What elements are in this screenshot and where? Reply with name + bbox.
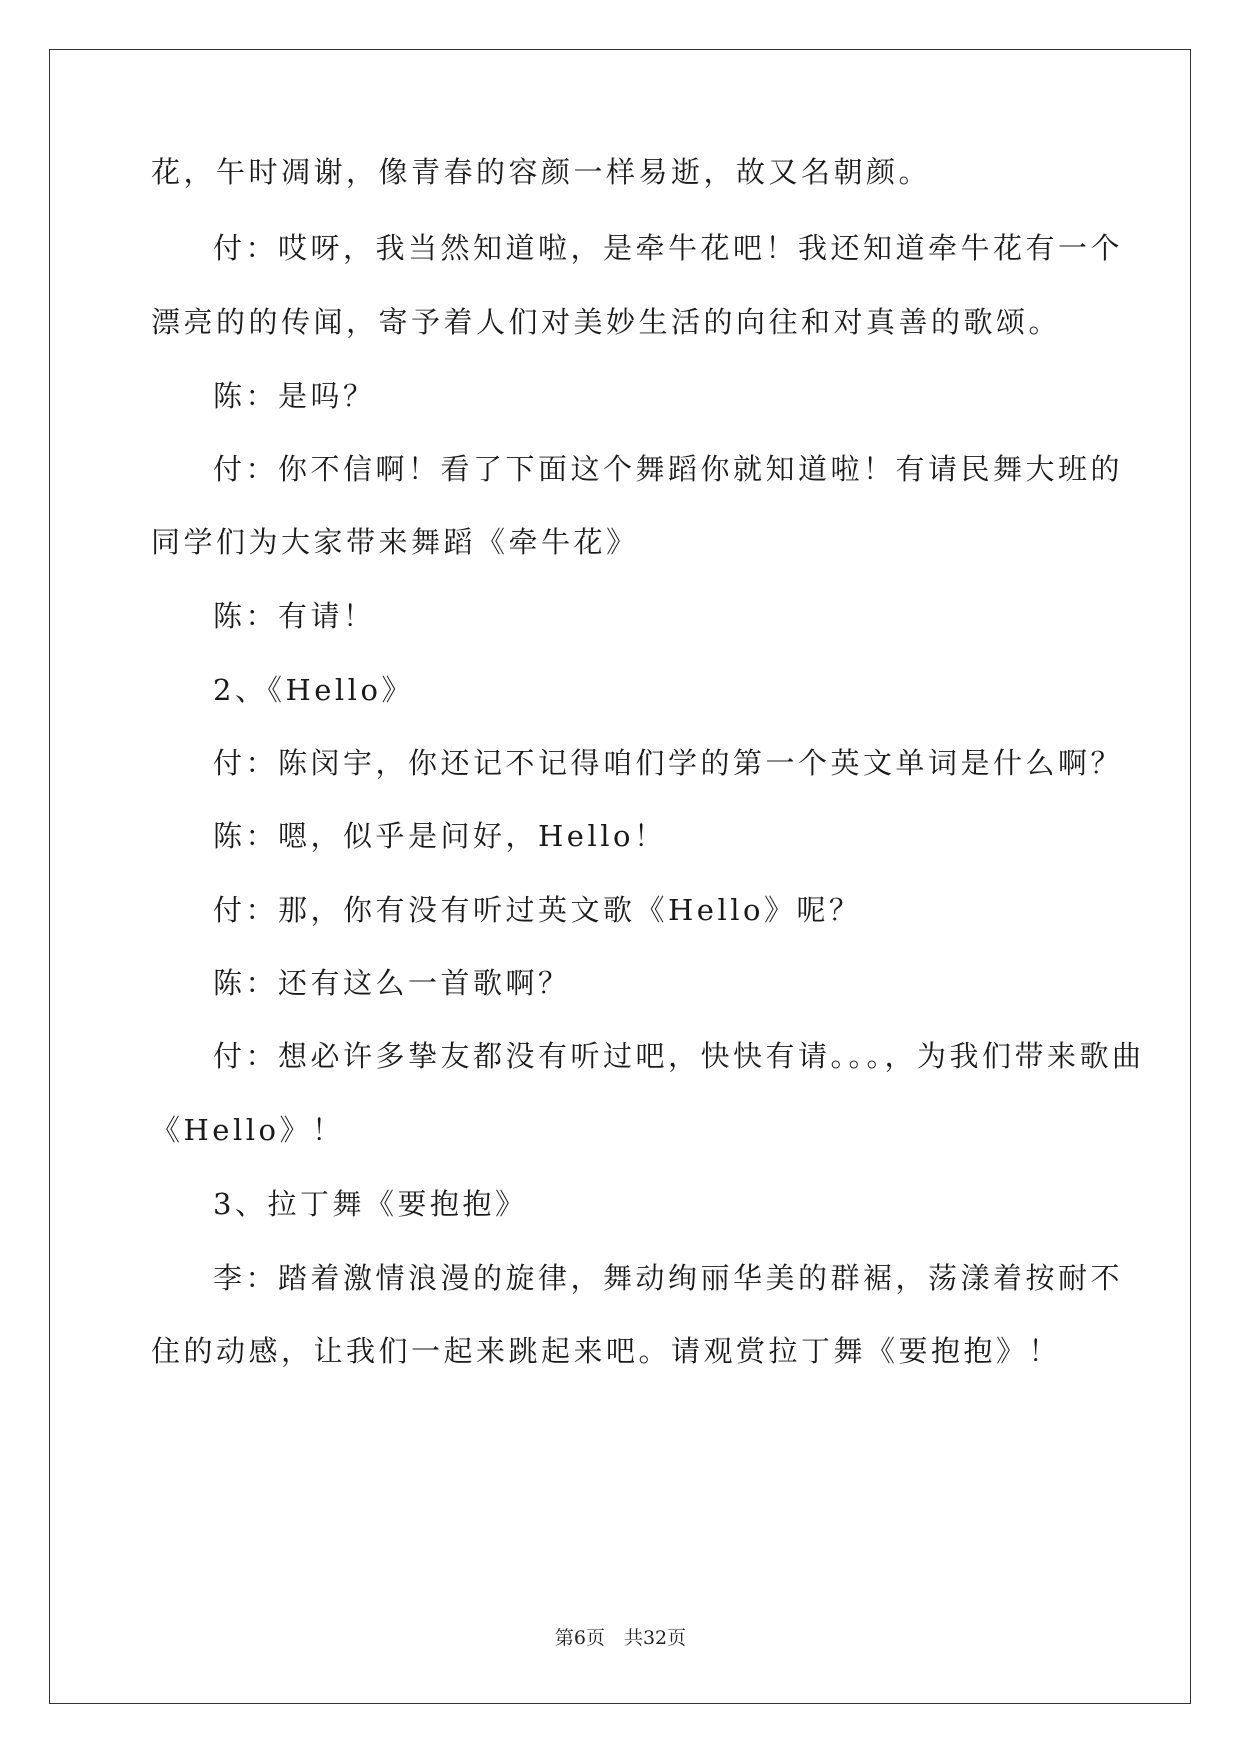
- paragraph-line: 《Hello》！: [151, 1113, 345, 1147]
- paragraph-line: 陈：嗯，似乎是问好，Hello！: [213, 819, 667, 853]
- section-heading: 2、《Hello》: [213, 673, 414, 707]
- section-heading: 3、拉丁舞《要抱抱》: [213, 1187, 528, 1221]
- paragraph-line: 同学们为大家带来舞蹈《牵牛花》: [151, 525, 639, 559]
- page-border: [49, 49, 1191, 1704]
- paragraph-line: 漂亮的的传闻，寄予着人们对美妙生活的向往和对真善的歌颂。: [151, 305, 1062, 339]
- paragraph-line: 付：想必许多挚友都没有听过吧，快快有请。。。，为我们带来歌曲: [213, 1039, 1145, 1073]
- paragraph-line: 李：踏着激情浪漫的旋律，舞动绚丽华美的群裾，荡漾着按耐不: [213, 1261, 1124, 1295]
- paragraph-line: 陈：是吗？: [213, 379, 376, 413]
- paragraph-line: 陈：有请！: [213, 599, 376, 633]
- paragraph-line: 花，午时凋谢，像青春的容颜一样易逝，故又名朝颜。: [151, 155, 932, 189]
- paragraph-line: 付：你不信啊！看了下面这个舞蹈你就知道啦！有请民舞大班的: [213, 452, 1124, 486]
- page-number-footer: 第6页 共32页: [554, 1627, 687, 1649]
- paragraph-line: 住的动感，让我们一起来跳起来吧。请观赏拉丁舞《要抱抱》！: [151, 1334, 1062, 1368]
- paragraph-line: 付：哎呀，我当然知道啦，是牵牛花吧！我还知道牵牛花有一个: [213, 231, 1124, 265]
- paragraph-line: 陈：还有这么一首歌啊？: [213, 966, 571, 1000]
- paragraph-line: 付：陈闵宇，你还记不记得咱们学的第一个英文单词是什么啊？: [213, 746, 1124, 780]
- paragraph-line: 付：那，你有没有听过英文歌《Hello》呢？: [213, 893, 862, 927]
